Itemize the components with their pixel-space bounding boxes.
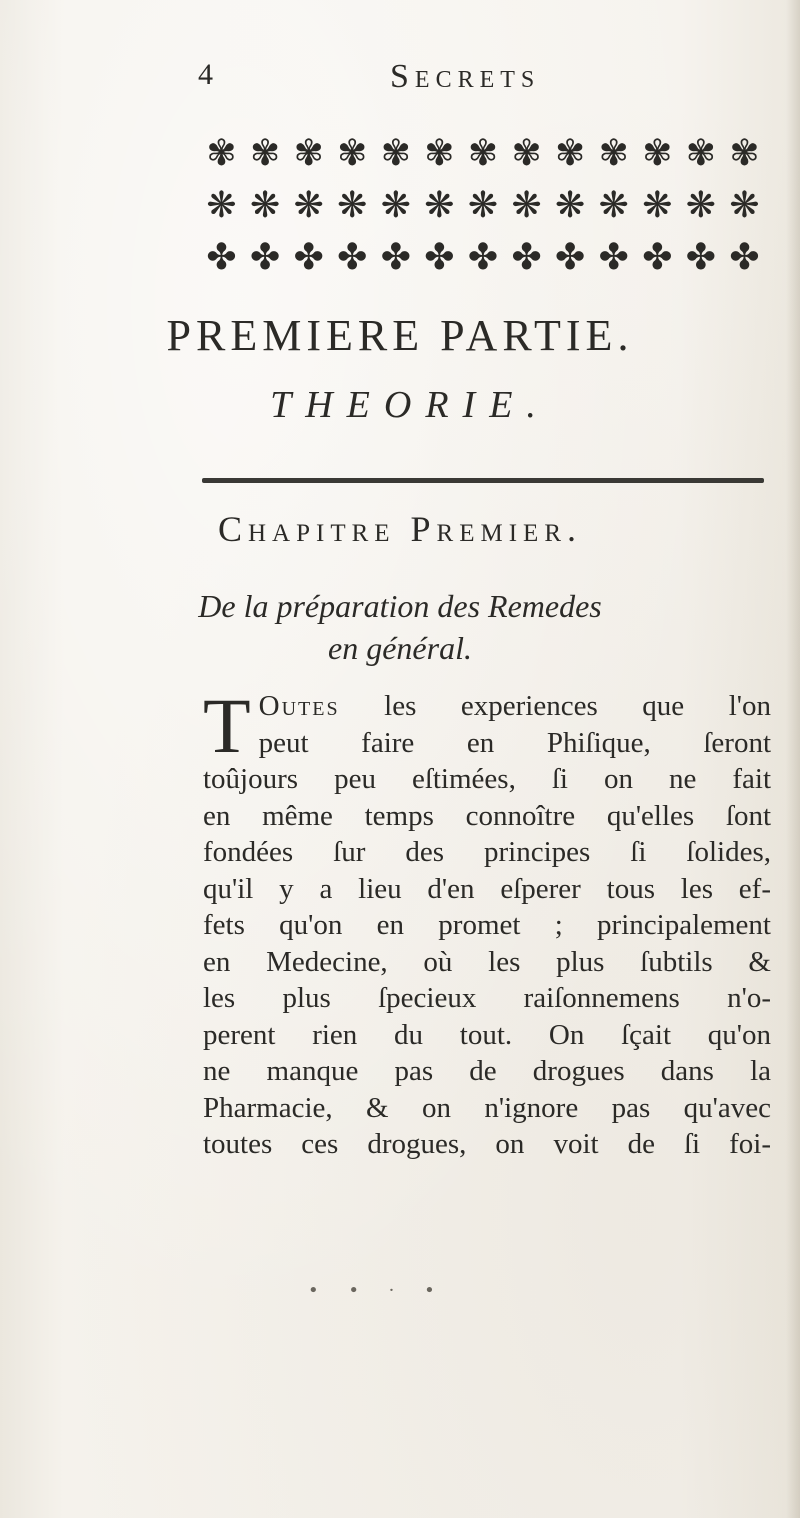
body-line: ne manque pas de drogues dans la [203,1055,771,1087]
fleuron-icon: ❋ [380,185,411,226]
decorative-ornament-band [200,128,766,293]
body-line: en même temps connoître qu'elles ſont [203,799,771,832]
ornament-row-bottom [200,232,766,284]
fleuron-icon: ❋ [511,185,542,226]
fleuron-icon: ✾ [424,133,455,174]
fleuron-icon: ✤ [424,237,455,278]
fleuron-icon: ✾ [685,133,716,174]
fleuron-icon: ✾ [642,133,673,174]
ornament-row-middle [200,180,766,232]
body-line: peut faire en Phiſique, ſeront [258,726,771,759]
fleuron-icon: ❋ [685,185,716,226]
body-line: qu'il y a lieu d'en eſperer tous les ef- [203,872,771,905]
body-paragraph [203,682,771,1163]
part-title: PREMIERE PARTIE. [166,311,634,360]
fleuron-icon: ❋ [293,185,324,226]
fleuron-icon: ✾ [467,133,499,174]
running-head [0,58,800,98]
fleuron-icon: ❋ [337,185,368,226]
fleuron-icon: ✾ [249,133,281,174]
horizontal-rule [202,478,764,483]
fleuron-icon: ✾ [206,133,237,174]
fleuron-icon: ❋ [642,185,673,226]
section-title [0,585,800,669]
fleuron-icon: ✤ [337,237,368,278]
body-line: fets qu'on en promet ; principalement [203,909,771,941]
fleuron-icon: ✤ [293,237,324,278]
fleuron-icon: ❋ [729,185,760,226]
fleuron-icon: ✾ [555,133,586,174]
fleuron-icon: ✾ [293,133,324,174]
chapter-title: Chapitre Premier. [217,509,583,549]
drop-cap: T [203,682,251,769]
running-title: Secrets [390,58,541,95]
fleuron-icon: ✤ [642,237,673,278]
fleuron-icon: ✤ [555,237,586,278]
fleuron-icon: ✾ [511,133,542,174]
fleuron-icon: ✤ [685,237,716,278]
paper-specks: • • · • [308,1280,447,1301]
ornament-row-top [200,128,766,180]
body-line: les plus ſpecieux raiſonnemens n'o- [203,982,771,1014]
fleuron-icon: ✾ [337,133,368,174]
section-title-line-2: en général. [328,630,472,666]
body-line: perent rien du tout. On ſçait qu'on [203,1018,771,1051]
fleuron-icon: ❋ [424,185,455,226]
body-line: toûjours peu eſtimées, ſi on ne fait [203,763,771,795]
page-edge-shadow [786,0,800,1518]
body-line: en Medecine, où les plus ſubtils & [203,945,771,978]
page-number: 4 [198,58,213,91]
fleuron-icon: ✾ [380,133,411,174]
fleuron-icon: ✤ [206,237,237,278]
section-title-line-1: De la préparation des Remedes [198,588,602,624]
body-line: Pharmacie, & on n'ignore pas qu'avec [203,1091,771,1124]
fleuron-icon: ✾ [729,133,760,174]
fleuron-icon: ❋ [555,185,586,226]
fleuron-icon: ✤ [729,237,760,278]
body-line: toutes ces drogues, on voit de ſi foi- [203,1128,771,1160]
fleuron-icon: ❋ [206,185,237,226]
fleuron-icon: ✤ [511,237,542,278]
fleuron-icon: ❋ [467,185,499,226]
fleuron-icon: ✾ [598,133,629,174]
body-line: fondées ſur des principes ſi ſolides, [203,836,771,868]
body-line [203,688,771,725]
part-subtitle: THEORIE. [270,384,550,426]
body-line-text: les experiences que l'on [384,690,771,722]
fleuron-icon: ❋ [598,185,629,226]
fleuron-icon: ✤ [249,237,281,278]
fleuron-icon: ✤ [467,237,499,278]
fleuron-icon: ❋ [249,185,281,226]
fleuron-icon: ✤ [380,237,411,278]
fleuron-icon: ✤ [598,237,629,278]
first-word: Outes [258,690,340,722]
